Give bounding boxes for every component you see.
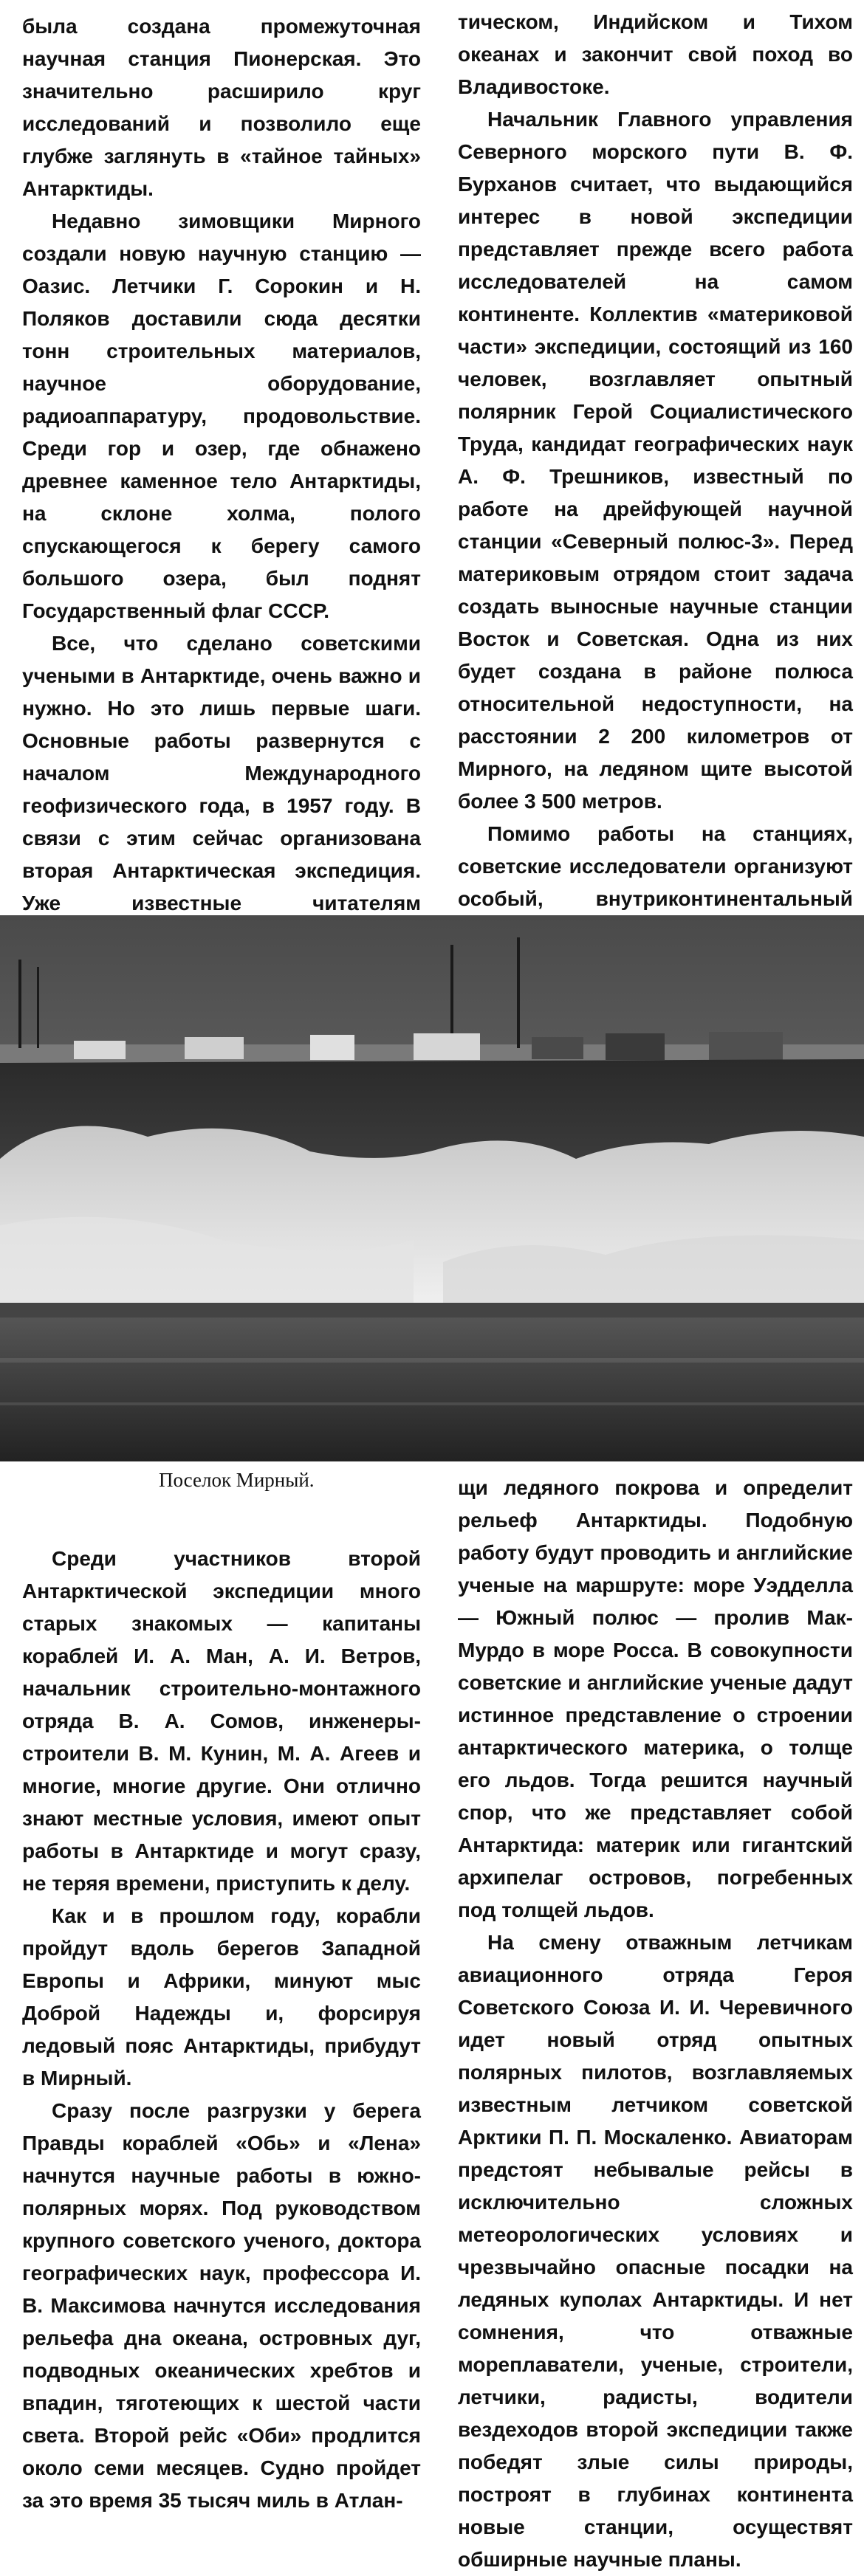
paragraph: Сразу после разгрузки у берега Правды кораблей «Обь» и «Лена» начнутся научные работы в южно-полярных морях. Под руководством крупного советского ученого, доктора географических наук, профессора И. В. Максимова начнутся исследования рельефа дна океана, островных дуг, подводных океанических хребтов и впадин, тяготеющих к шестой части света. Второй рейс «Оби» продлится около семи месяцев. Судно пройдет за это время 35 тысяч миль в Атлан- <box>22 2099 421 2512</box>
article-column-4 <box>458 1472 853 2576</box>
mirny-settlement-photo <box>0 915 864 1461</box>
article-column-3 <box>22 1543 421 2517</box>
paragraph: тическом, Индийском и Тихом океанах и закончит свой поход во Владивостоке. <box>458 10 853 98</box>
paragraph: Недавно зимовщики Мирного создали новую научную станцию — Оазис. Летчики Г. Сорокин и Н. Поляков доставили сюда десятки тонн строительных материалов, научное оборудование, радиоаппаратуру, продовольствие. Среди гор и озер, где обнажено древнее каменное тело Антарктиды, на склоне холма, полого спускающегося к берегу самого большого озера, был поднят Государственный флаг СССР. <box>22 210 421 622</box>
photo-caption: Поселок Мирный. <box>159 1469 315 1491</box>
paragraph: На смену отважным летчикам авиационного отряда Героя Советского Союза И. И. Черевичного идет новый отряд опытных полярных пилотов, возглавляемых известным летчиком советской Арктики П. П. Москаленко. Авиаторам предстоят небывалые рейсы в исключительно сложных метеорологических условиях и чрезвычайно опасные посадки на ледяных куполах Антарктиды. И нет сомнения, что отважные мореплаватели, ученые, строители, летчики, радисты, водители вездеходов второй экспедиции также победят злые силы природы, построят в глубинах континента новые станции, осуществят обширные научные планы. <box>458 1931 853 2571</box>
paragraph: Все, что сделано советскими учеными в Антарктиде, очень важно и нужно. Но это лишь первые шаги. Основные работы развернутся с началом Международного геофизического года, в 1957 году. В связи с этим сейчас организована вторая Антарктическая экспедиция. Уже известные читателям <box>22 632 421 915</box>
paragraph: Как и в прошлом году, корабли пройдут вдоль берегов Западной Европы и Африки, минуют мыс Доброй Надежды и, форсируя ледовый пояс Антарктиды, прибудут в Мирный. <box>22 1904 421 2090</box>
paragraph: щи ледяного покрова и определит рельеф Антарктиды. Подобную работу будут проводить и английские ученые на маршруте: море Уэдделла — Южный полюс — пролив Мак-Мурдо в море Росса. В совокупности советские и английские ученые дадут истинное представление о строении антарктического материка, о толще его льдов. Тогда решится научный спор, что же представляет собой Антарктида: материк или гигантский архипелаг островов, погребенных под толщей льдов. <box>458 1476 853 1921</box>
paragraph: была создана промежуточная научная станция Пионерская. Это значительно расширило круг исследований и позволило еще глубже заглянуть в «тайное тайных» Антарктиды. <box>22 15 421 200</box>
paragraph: Среди участников второй Антарктической экспедиции много старых знакомых — капитаны кораблей И. А. Ман, А. И. Ветров, начальник строительно-монтажного отряда В. А. Сомов, инженеры-строители В. М. Кунин, М. А. Агеев и многие, многие другие. Они отлично знают местные условия, имеют опыт работы в Антарктиде и могут сразу, не теряя времени, приступить к делу. <box>22 1547 421 1895</box>
paragraph: Помимо работы на станциях, советские исследователи организуют особый, внутриконтинентальный <box>458 822 853 910</box>
paragraph: Начальник Главного управления Северного морского пути В. Ф. Бурханов считает, что выдающийся интерес в новой экспедиции представляет прежде всего работа исследователей на самом континенте. Коллектив «материковой части» экспедиции, состоящий из 160 человек, возглавляет опытный полярник Герой Социалистического Труда, кандидат географических наук А. Ф. Трешников, известный по работе на дрейфующей научной станции «Северный полюс-3». Перед материковым отрядом стоит задача создать выносные научные станции Восток и Советская. Одна из них будет создана в районе полюса относительной недоступности, на расстоянии 2 200 километров от Мирного, на ледяном щите высотой более 3 500 метров. <box>458 108 853 813</box>
